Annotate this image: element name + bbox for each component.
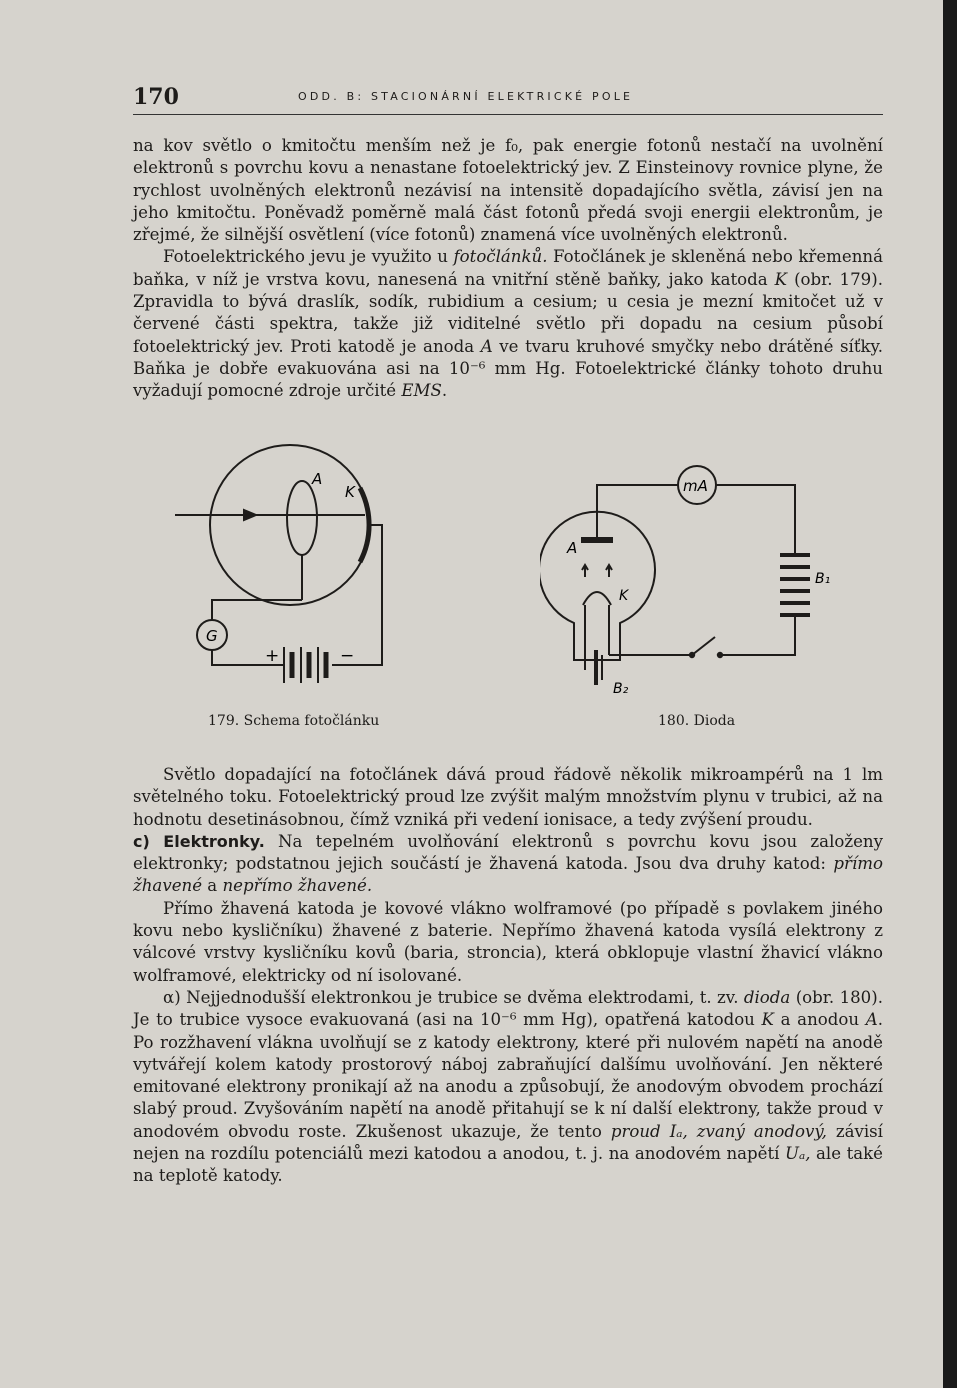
photocell-bulb: [210, 445, 370, 605]
page-number: 170: [133, 84, 179, 110]
paragraph-einstein: na kov světlo o kmitočtu menším než je f₀, pak energie fotonů nestačí na uvolnění elektronů s povrchu kovu a nenastane fotoelektrický jev. Z Einsteinovy rovnice plyne, že rychlost uvolněných elektronů nezávisí na intensitě dopadajícího světla, závisí jen na jeho kmitočtu. Poněvadž poměrně malá část fotonů předá svoji energii elektronům, je zřejmé, že silnější osvětlení (více fotonů) znamená více uvolněných elektronů.: [133, 136, 883, 245]
label-battery-2: B₂: [613, 681, 629, 697]
paragraph-photocell: Fotoelektrického jevu je využito u fotočlánků. Fotočlánek je skleněná nebo křemenná baňka, v níž je vrstva kovu, nanesená na vnitřní stěně baňky, jako katoda K (obr. 179). Zpravidla to bývá draslík, sodík, rubidium a cesium; u cesia je mezní kmitočet už v červené části spektra, takže již viditelné světlo při dopadu na cesium působí fotoelektrický jev. Proti katodě je anoda A ve tvaru kruhové smyčky nebo drátěné síťky. Baňka je dobře evakuována asi na 10⁻⁶ mm Hg. Fotoelektrické články tohoto druhu vyžadují pomocné zdroje určité EMS.: [133, 247, 883, 401]
term-dioda: dioda: [743, 987, 791, 1007]
paragraph-elektronky: c) Elektronky. Na tepelném uvolňování elektronů s povrchu kovu jsou založeny elektronky; podstatnou jejich součástí je žhavená katoda. Jsou dva druhy katod: přímo žhavené a nepřímo žhavené.: [133, 831, 883, 896]
label-battery-1: B₁: [815, 571, 830, 587]
label-galvanometer: G: [206, 627, 218, 645]
switch-contact-right: [718, 653, 722, 657]
wire-anode-meter: [597, 485, 678, 530]
wire-anode-galvanometer: [212, 600, 302, 620]
section-heading-elektronky: c) Elektronky.: [133, 831, 265, 851]
figure-180-diode-schema: [540, 455, 830, 705]
page-header: [133, 84, 883, 115]
label-cathode: K: [345, 483, 355, 501]
term-anodovy-proud: proud Iₐ, zvaný anodový,: [610, 1121, 827, 1141]
label-plus: +: [265, 646, 280, 666]
caption-figure-180: 180. Dioda: [658, 713, 736, 729]
label-milliammeter: mA: [683, 477, 708, 495]
label-anode: A: [567, 539, 578, 557]
label-anode: A: [312, 470, 323, 488]
figure-179-photocell-schema: [160, 440, 400, 710]
light-ray-arrow: [244, 510, 256, 520]
bottom-text-block: [133, 764, 883, 1188]
anode-battery: [780, 555, 810, 615]
paragraph-dioda: α) Nejjednodušší elektronkou je trubice se dvěma elektrodami, t. zv. dioda (obr. 180). Je to trubice vysoce evakuovaná (asi na 10⁻⁶ mm Hg), opatřená katodou K a anodou A. Po rozžhavení vlákna uvolňují se z katody elektrony, které při nulovém napětí na anodě vytvářejí kolem katody prostorový náboj zabraňující dalšímu uvolňování. Jen některé emitované elektrony pronikají až na anodu a způsobují, že anodovým obvodem prochází slabý proud. Zvyšováním napětí na anodě přitahují se k ní další elektrony, takže proud v anodovém obvodu roste. Zkušenost ukazuje, že tento proud Iₐ, zvaný anodový, závisí nejen na rozdílu potenciálů mezi katodou a anodou, t. j. na anodovém napětí Uₐ, ale také na teplotě katody.: [133, 987, 883, 1186]
page-edge-shadow: [943, 0, 957, 1388]
caption-figure-179: 179. Schema fotočlánku: [208, 713, 380, 729]
cathode-filament: [583, 592, 611, 605]
paragraph-cathodes: Přímo žhavená katoda je kovové vlákno wolframové (po případě s povlakem jiného kovu nebo kysličníku) žhavené z baterie. Nepřímo žhavená katoda vysílá elektrony z válcové vrstvy kysličníku kovů (baria, stroncia), která obklopuje vlastní žhavicí vlákno wolframové, elektricky od ní isolované.: [133, 898, 883, 985]
paragraph-photocurrent: Světlo dopadající na fotočlánek dává proud řádově několik mikroampérů na 1 lm světelného toku. Fotoelektrický proud lze zvýšit malým množstvím plynu v trubici, až na hodnotu desetinásobnou, čímž vzniká při vedení ionisace, a tedy zvýšení proudu.: [133, 765, 883, 829]
term-fotoclanky: fotočlánků.: [453, 247, 548, 267]
cathode-layer: [360, 488, 369, 562]
running-title: ODD. B: STACIONÁRNÍ ELEKTRICKÉ POLE: [298, 90, 634, 103]
switch-blade: [692, 637, 715, 655]
top-text-block: [133, 135, 883, 403]
label-cathode: K: [619, 588, 629, 604]
wire-switch-battery: [722, 615, 795, 655]
anode-loop: [287, 481, 317, 555]
wire-meter-battery: [716, 485, 795, 555]
label-minus: −: [340, 646, 355, 666]
